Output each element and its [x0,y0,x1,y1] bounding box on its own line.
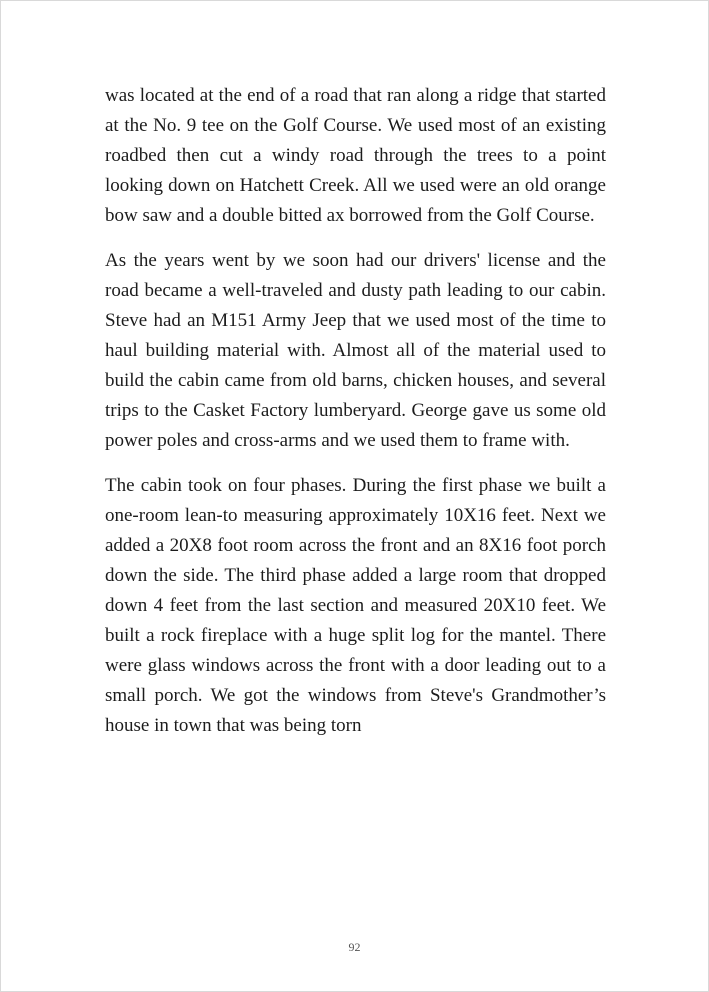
paragraph-1: was located at the end of a road that ran along a ridge that started at the No. 9 tee on the Golf Course. We used most of an existing roadbed then cut a windy road through the trees to a point looking down on Hatchett Creek. All we used were an old orange bow saw and a double bitted ax borrowed from the Golf Course. [105,85,606,226]
page-number: 92 [348,940,361,954]
paragraph-2: As the years went by we soon had our drivers' license and the road became a well-traveled and dusty path leading to our cabin. Steve had an M151 Army Jeep that we used most of the time to haul building material with. Almost all of the material used to build the cabin came from old barns, chicken houses, and several trips to the Casket Factory lumberyard. George gave us some old power poles and cross-arms and we used them to frame with. [105,250,606,451]
paragraph-3: The cabin took on four phases. During the first phase we built a one-room lean-to measuring approximately 10X16 feet. Next we added a 20X8 foot room across the front and an 8X16 foot porch down the side. The third phase added a large room that dropped down 4 feet from the last section and measured 20X10 feet. We built a rock fireplace with a huge split log for the mantel. There were glass windows across the front with a door leading out to a small porch. We got the windows from Steve's Grandmother’s house in town that was being torn [105,475,606,736]
page-body-text [105,81,606,756]
